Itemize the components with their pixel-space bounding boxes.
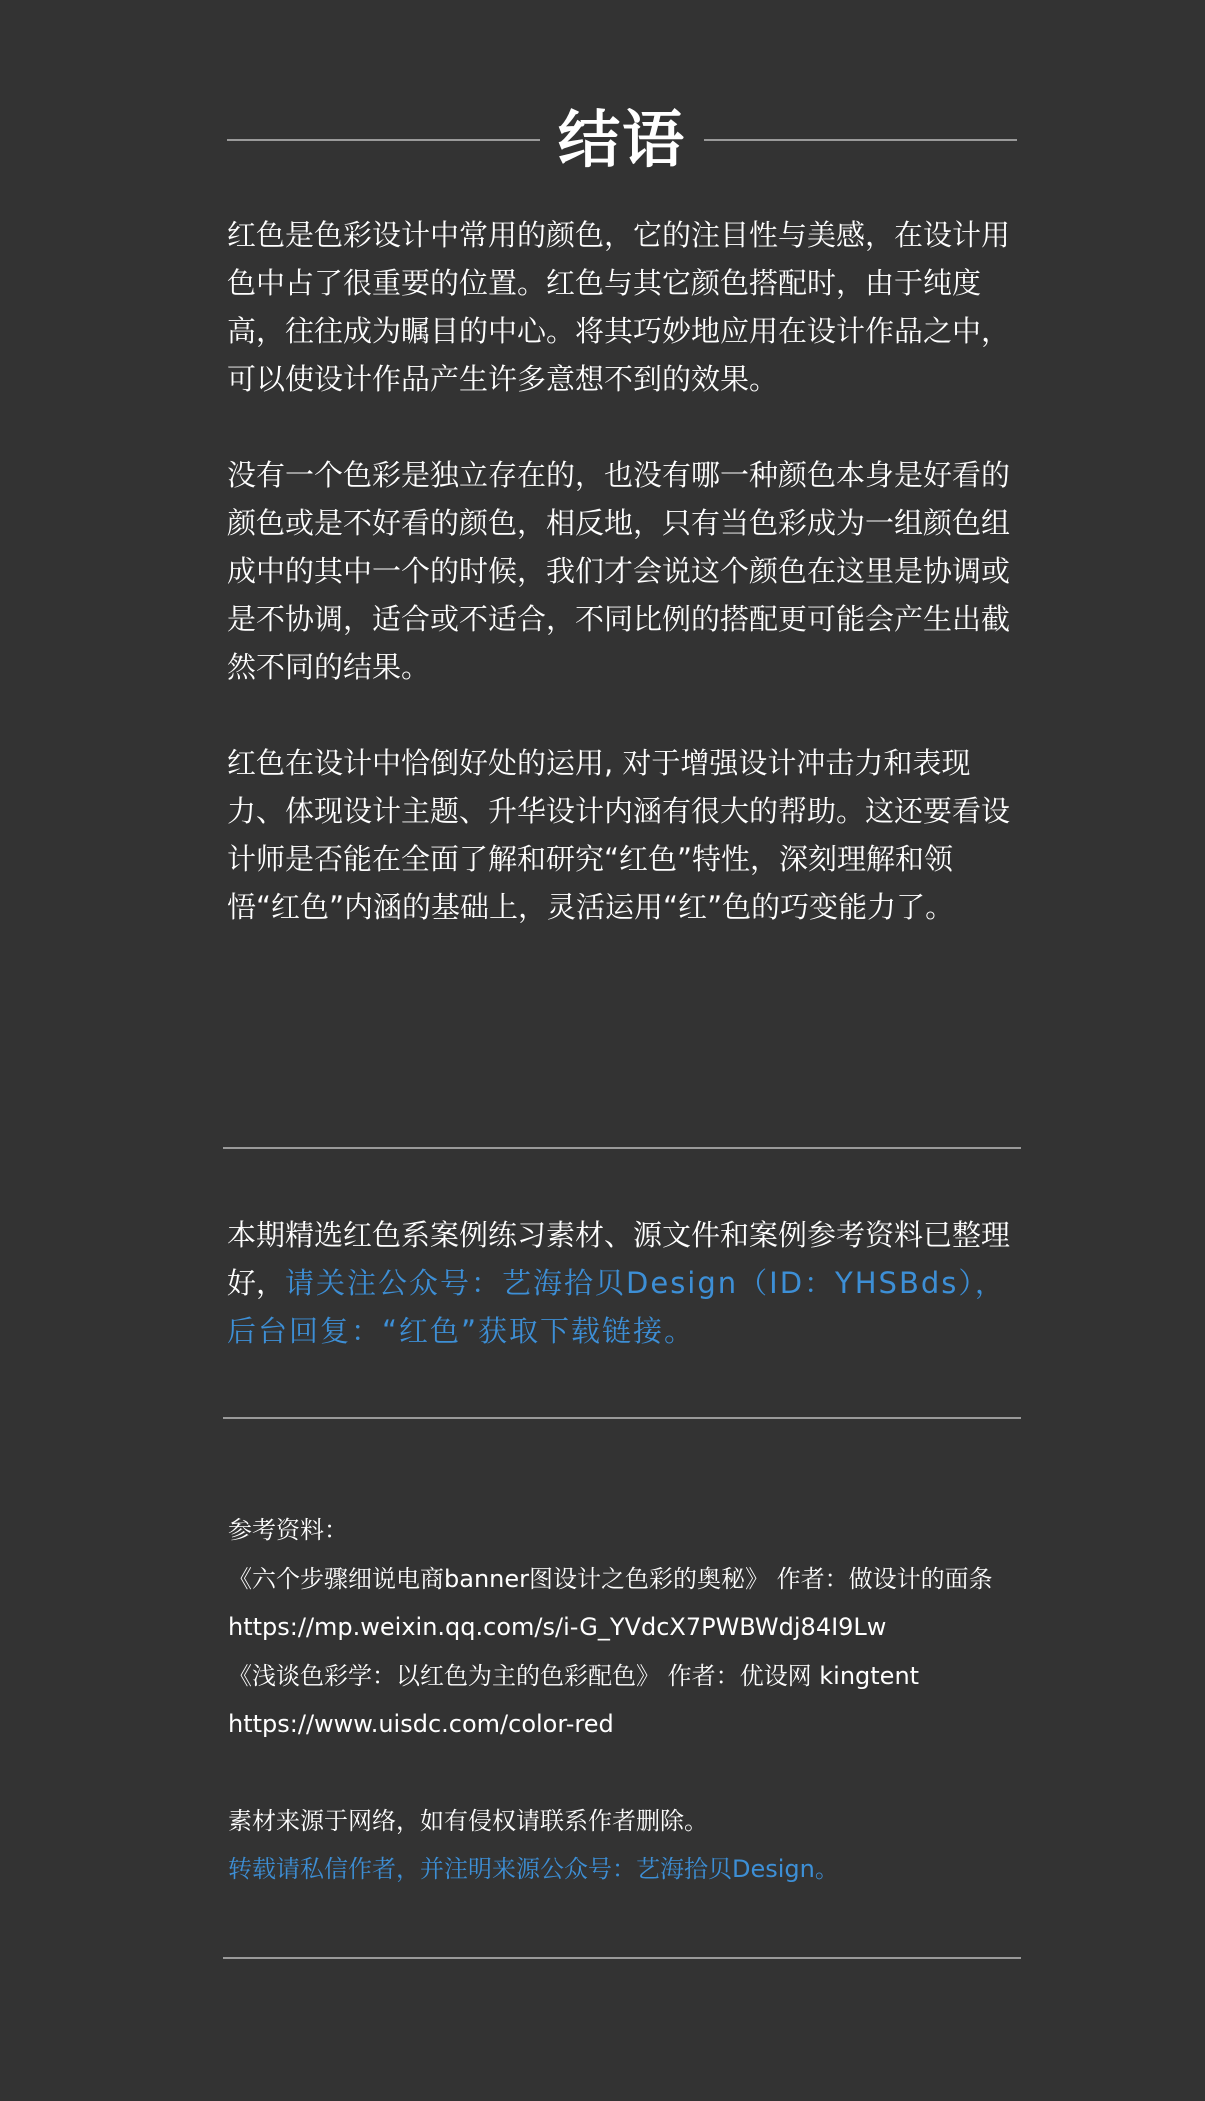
title-right-rule <box>704 139 1017 141</box>
divider <box>223 1147 1021 1149</box>
references-section <box>228 1506 1018 1894</box>
reference-link-1[interactable]: https://mp.weixin.qq.com/s/i-G_YVdcX7PWBWdj84I9Lw <box>228 1613 887 1641</box>
download-notice <box>227 1211 1017 1355</box>
reference-title-2: 《浅谈色彩学：以红色为主的色彩配色》 作者：优设网 kingtent <box>228 1661 920 1690</box>
reference-title-1: 《六个步骤细说电商banner图设计之色彩的奥秘》 作者：做设计的面条 <box>228 1564 993 1593</box>
paragraph-2: 没有一个色彩是独立存在的，也没有哪一种颜色本身是好看的颜色或是不好看的颜色，相反地，只有当色彩成为一组颜色组成中的其中一个的时候，我们才会说这个颜色在这里是协调或是不协调，适合或不适合，不同比例的搭配更可能会产生出截然不同的结果。 <box>227 458 1011 684</box>
divider <box>223 1417 1021 1419</box>
disclaimer-text: 素材来源于网络，如有侵权请联系作者删除。 <box>228 1806 708 1835</box>
section-title-row <box>227 95 1017 185</box>
paragraph-3: 红色在设计中恰倒好处的运用, 对于增强设计冲击力和表现力、体现设计主题、升华设计内涵有很大的帮助。这还要看设计师是否能在全面了解和研究“红色”特性，深刻理解和领悟“红色”内涵的基础上，灵活运用“红”色的巧变能力了。 <box>227 746 1011 924</box>
repost-notice: 转载请私信作者，并注明来源公众号：艺海拾贝Design。 <box>228 1855 839 1883</box>
paragraph-1: 红色是色彩设计中常用的颜色，它的注目性与美感，在设计用色中占了很重要的位置。红色与其它颜色搭配时，由于纯度高，往往成为瞩目的中心。将其巧妙地应用在设计作品之中，可以使设计作品产生许多意想不到的效果。 <box>227 218 1011 396</box>
notice-text: 本期精选红色系案例练习素材、源文件和案例参考资料已整理好， <box>227 1218 1011 1300</box>
spacer <box>228 1749 1018 1797</box>
reference-link-2[interactable]: https://www.uisdc.com/color-red <box>228 1710 614 1738</box>
notice-highlight: 请关注公众号：艺海拾贝Design（ID：YHSBds），后台回复：“红色”获取下载链接。 <box>227 1266 1006 1348</box>
section-title: 结语 <box>558 103 687 176</box>
title-left-rule <box>227 139 540 141</box>
references-heading: 参考资料： <box>228 1516 348 1544</box>
divider <box>223 1957 1021 1959</box>
